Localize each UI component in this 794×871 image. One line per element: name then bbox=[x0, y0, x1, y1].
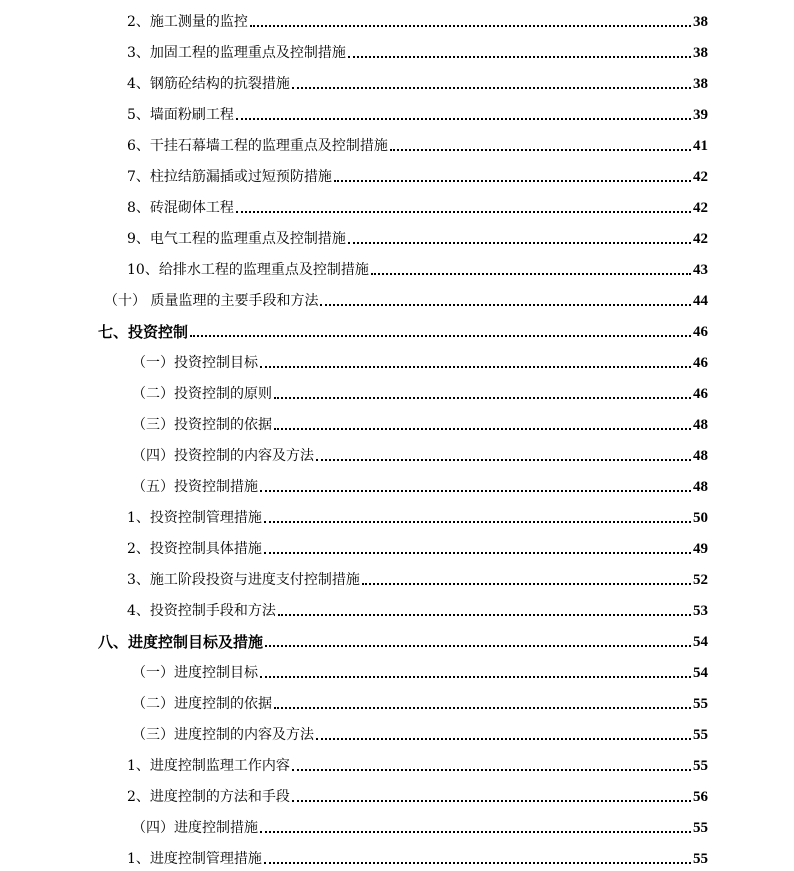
dot-leader bbox=[390, 149, 691, 151]
toc-entry-page: 55 bbox=[693, 820, 708, 836]
toc-entry-title: 10、给排水工程的监理重点及控制措施 bbox=[127, 262, 369, 278]
dot-leader bbox=[260, 490, 691, 492]
toc-entry-page: 50 bbox=[693, 510, 708, 526]
toc-entry-page: 42 bbox=[693, 200, 708, 216]
toc-entry[interactable] bbox=[127, 744, 708, 775]
toc-entry-page: 46 bbox=[693, 386, 708, 402]
toc-entry-title: 6、干挂石幕墙工程的监理重点及控制措施 bbox=[127, 138, 388, 154]
toc-entry-title: 2、投资控制具体措施 bbox=[127, 541, 262, 557]
toc-entry[interactable] bbox=[127, 0, 708, 31]
dot-leader bbox=[236, 211, 691, 213]
toc-entry-page: 55 bbox=[693, 851, 708, 867]
toc-entry[interactable] bbox=[127, 589, 708, 620]
dot-leader bbox=[292, 87, 691, 89]
toc-entry[interactable] bbox=[127, 775, 708, 806]
toc-entry-page: 55 bbox=[693, 727, 708, 743]
toc-entry-title: 2、施工测量的监控 bbox=[127, 14, 248, 30]
toc-entry-page: 38 bbox=[693, 76, 708, 92]
toc-entry-title: 3、加固工程的监理重点及控制措施 bbox=[127, 45, 346, 61]
toc-entry-page: 56 bbox=[693, 789, 708, 805]
toc-entry-page: 55 bbox=[693, 696, 708, 712]
toc-entry-title: 9、电气工程的监理重点及控制措施 bbox=[127, 231, 346, 247]
toc-entry[interactable] bbox=[127, 31, 708, 62]
toc-entry[interactable] bbox=[132, 806, 708, 837]
toc-entry-page: 42 bbox=[693, 231, 708, 247]
toc-entry-title: （四）投资控制的内容及方法 bbox=[132, 448, 314, 464]
toc-entry-page: 46 bbox=[693, 355, 708, 371]
dot-leader bbox=[236, 118, 691, 120]
toc-entry[interactable] bbox=[132, 341, 708, 372]
toc-entry-page: 53 bbox=[693, 603, 708, 619]
dot-leader bbox=[362, 583, 691, 585]
dot-leader bbox=[316, 459, 691, 461]
dot-leader bbox=[190, 335, 691, 337]
toc-entry-page: 48 bbox=[693, 479, 708, 495]
toc-entry[interactable] bbox=[104, 279, 708, 310]
toc-entry-page: 48 bbox=[693, 448, 708, 464]
toc-entry[interactable] bbox=[127, 62, 708, 93]
dot-leader bbox=[278, 614, 691, 616]
toc-entry-title: （二）进度控制的依据 bbox=[132, 696, 272, 712]
toc-entry[interactable] bbox=[132, 651, 708, 682]
toc-entry-title: 8、砖混砌体工程 bbox=[127, 200, 234, 216]
dot-leader bbox=[348, 242, 691, 244]
toc-entry[interactable] bbox=[127, 124, 708, 155]
toc-entry-page: 41 bbox=[693, 138, 708, 154]
toc-entry[interactable] bbox=[127, 496, 708, 527]
toc-entry-title: （十） 质量监理的主要手段和方法 bbox=[104, 293, 319, 309]
toc-entry-page: 49 bbox=[693, 541, 708, 557]
toc-entry-title: 5、墙面粉刷工程 bbox=[127, 107, 234, 123]
toc-heading-title: 八、进度控制目标及措施 bbox=[98, 633, 264, 651]
toc-entry[interactable] bbox=[127, 837, 708, 868]
toc-entry-page: 38 bbox=[693, 45, 708, 61]
dot-leader bbox=[274, 397, 691, 399]
toc-entry-title: 3、施工阶段投资与进度支付控制措施 bbox=[127, 572, 360, 588]
toc-entry-page: 52 bbox=[693, 572, 708, 588]
toc-entry-page: 42 bbox=[693, 169, 708, 185]
toc-entry-page: 46 bbox=[693, 324, 708, 340]
dot-leader bbox=[274, 707, 691, 709]
toc-entry-page: 38 bbox=[693, 14, 708, 30]
dot-leader bbox=[320, 304, 691, 306]
dot-leader bbox=[316, 738, 691, 740]
toc-entry[interactable] bbox=[127, 155, 708, 186]
toc-entry-title: 4、钢筋砼结构的抗裂措施 bbox=[127, 76, 290, 92]
toc-entry-page: 54 bbox=[693, 634, 708, 650]
dot-leader bbox=[260, 831, 691, 833]
toc-heading-title: 七、投资控制 bbox=[98, 323, 189, 341]
toc-entry-page: 54 bbox=[693, 665, 708, 681]
toc-entry-page: 55 bbox=[693, 758, 708, 774]
dot-leader bbox=[264, 552, 691, 554]
toc-entry-title: 7、柱拉结筋漏插或过短预防措施 bbox=[127, 169, 332, 185]
dot-leader bbox=[348, 56, 691, 58]
toc-heading[interactable] bbox=[98, 310, 708, 341]
toc-heading[interactable] bbox=[98, 620, 708, 651]
toc-entry-title: （一）进度控制目标 bbox=[132, 665, 258, 681]
toc-entry[interactable] bbox=[132, 403, 708, 434]
dot-leader bbox=[274, 428, 691, 430]
toc-entry-page: 48 bbox=[693, 417, 708, 433]
toc-entry-title: （二）投资控制的原则 bbox=[132, 386, 272, 402]
toc-entry[interactable] bbox=[127, 558, 708, 589]
toc-entry[interactable] bbox=[132, 465, 708, 496]
toc-entry-title: 1、进度控制管理措施 bbox=[127, 851, 262, 867]
toc-entry-page: 44 bbox=[693, 293, 708, 309]
toc-entry-title: 1、进度控制监理工作内容 bbox=[127, 758, 290, 774]
toc-entry[interactable] bbox=[132, 372, 708, 403]
toc-entry-page: 43 bbox=[693, 262, 708, 278]
toc-entry[interactable] bbox=[127, 93, 708, 124]
toc-entry[interactable] bbox=[127, 527, 708, 558]
dot-leader bbox=[264, 521, 691, 523]
dot-leader bbox=[264, 862, 691, 864]
toc-entry-title: （五）投资控制措施 bbox=[132, 479, 258, 495]
dot-leader bbox=[250, 25, 691, 27]
toc-entry[interactable] bbox=[127, 248, 708, 279]
toc-entry-title: （三）投资控制的依据 bbox=[132, 417, 272, 433]
toc-entry[interactable] bbox=[127, 186, 708, 217]
toc-entry[interactable] bbox=[132, 682, 708, 713]
toc-entry[interactable] bbox=[132, 713, 708, 744]
toc-entry-title: （三）进度控制的内容及方法 bbox=[132, 727, 314, 743]
toc-entry-title: （一）投资控制目标 bbox=[132, 355, 258, 371]
dot-leader bbox=[371, 273, 691, 275]
dot-leader bbox=[334, 180, 691, 182]
toc-entry[interactable] bbox=[132, 434, 708, 465]
toc-entry-title: 1、投资控制管理措施 bbox=[127, 510, 262, 526]
dot-leader bbox=[260, 366, 691, 368]
toc-entry[interactable] bbox=[127, 217, 708, 248]
toc-entry-title: 4、投资控制手段和方法 bbox=[127, 603, 276, 619]
toc-entry-title: 2、进度控制的方法和手段 bbox=[127, 789, 290, 805]
dot-leader bbox=[292, 769, 691, 771]
dot-leader bbox=[265, 645, 691, 647]
toc-entry-page: 39 bbox=[693, 107, 708, 123]
toc-entry-title: （四）进度控制措施 bbox=[132, 820, 258, 836]
dot-leader bbox=[260, 676, 691, 678]
dot-leader bbox=[292, 800, 691, 802]
